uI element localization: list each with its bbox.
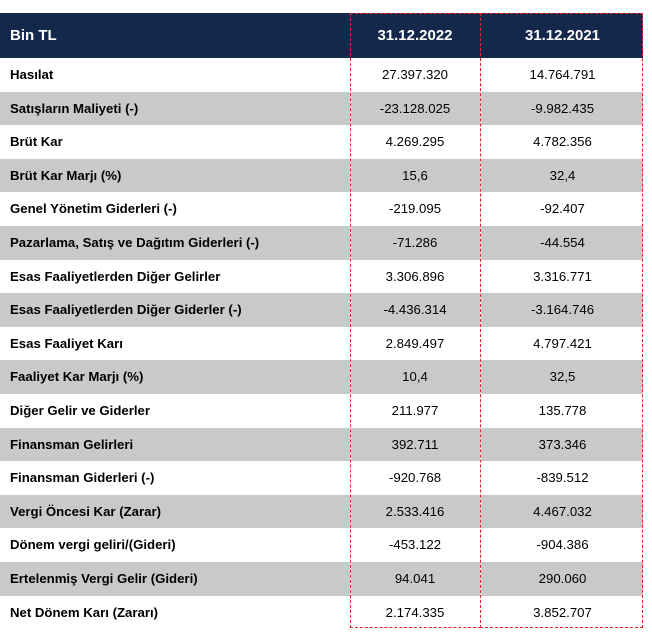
value-2021: 135.778 (538, 403, 587, 418)
value-2021: -92.407 (540, 201, 585, 217)
row-label: Net Dönem Karı (Zararı) (10, 604, 159, 620)
value-2021: 4.782.356 (533, 134, 592, 150)
value-2022: -4.436.314 (383, 302, 447, 318)
row-label: Finansman Gelirleri (10, 436, 134, 452)
table-row (0, 192, 643, 226)
table-row (0, 125, 643, 159)
value-2022: -71.286 (392, 235, 438, 250)
row-label: Esas Faaliyetlerden Diğer Gelirler (10, 268, 221, 284)
table-row (0, 260, 643, 294)
value-2021: 14.764.791 (529, 67, 596, 82)
column-separator (350, 58, 351, 628)
table-row (0, 293, 643, 327)
row-label: Diğer Gelir ve Giderler (10, 403, 150, 418)
column-separator (480, 58, 481, 628)
value-2022: -453.122 (388, 537, 442, 553)
table-row (0, 159, 643, 193)
value-2021: 290.060 (538, 571, 587, 586)
value-2021: 3.852.707 (533, 604, 592, 620)
row-label: Brüt Kar Marjı (%) (10, 167, 122, 183)
value-2021: -9.982.435 (530, 100, 595, 116)
value-2022: 3.306.896 (385, 268, 445, 284)
table-row (0, 428, 643, 462)
row-label: Genel Yönetim Giderleri (-) (10, 201, 177, 217)
row-label: Satışların Maliyeti (-) (10, 100, 139, 116)
row-label: Brüt Kar (10, 134, 63, 150)
value-2021: 3.316.771 (533, 268, 592, 284)
value-2022: -23.128.025 (379, 100, 451, 116)
value-2022: 4.269.295 (385, 134, 445, 150)
value-2021: -44.554 (540, 235, 585, 250)
value-2022: 94.041 (394, 571, 436, 586)
value-2022: 10,4 (402, 369, 428, 385)
row-label: Ertelenmiş Vergi Gelir (Gideri) (10, 571, 198, 586)
value-2022: -219.095 (388, 201, 442, 217)
row-label: Hasılat (10, 67, 54, 82)
header-2021: 31.12.2021 (524, 27, 601, 44)
table-row (0, 394, 643, 428)
table-row (0, 327, 643, 361)
value-2022: 2.533.416 (385, 503, 445, 519)
value-2022: 27.397.320 (381, 67, 448, 82)
row-label: Pazarlama, Satış ve Dağıtım Giderleri (-) (10, 235, 260, 250)
table-row (0, 226, 643, 260)
table-row (0, 461, 643, 495)
row-label: Dönem vergi geliri/(Gideri) (10, 537, 176, 553)
row-label: Vergi Öncesi Kar (Zarar) (10, 503, 161, 519)
header-unit-label: Bin TL (10, 27, 57, 44)
value-2022: -920.768 (388, 470, 442, 486)
value-2021: -904.386 (536, 537, 589, 553)
row-label: Faaliyet Kar Marjı (%) (10, 369, 144, 385)
value-2022: 392.711 (391, 436, 439, 452)
table-header-row (0, 13, 643, 58)
table-row (0, 92, 643, 126)
value-2021: 32,4 (549, 167, 576, 183)
table-row (0, 528, 643, 562)
value-2022: 2.174.335 (385, 604, 445, 620)
table-row (0, 495, 643, 529)
header-2022: 31.12.2022 (377, 27, 453, 44)
row-label: Finansman Giderleri (-) (10, 470, 155, 486)
value-2021: 373.346 (538, 436, 587, 452)
value-2021: -3.164.746 (530, 302, 595, 318)
table-row (0, 596, 643, 630)
value-2022: 211.977 (391, 403, 439, 418)
value-2021: 4.797.421 (533, 335, 592, 351)
row-label: Esas Faaliyetlerden Diğer Giderler (-) (10, 302, 242, 318)
table-row (0, 562, 643, 596)
table-row (0, 58, 643, 92)
value-2022: 2.849.497 (385, 335, 445, 351)
table-row (0, 360, 643, 394)
row-label: Esas Faaliyet Karı (10, 335, 123, 351)
value-2021: 32,5 (549, 369, 576, 385)
value-2021: -839.512 (536, 470, 589, 486)
value-2021: 4.467.032 (533, 503, 592, 519)
value-2022: 15,6 (402, 167, 428, 183)
